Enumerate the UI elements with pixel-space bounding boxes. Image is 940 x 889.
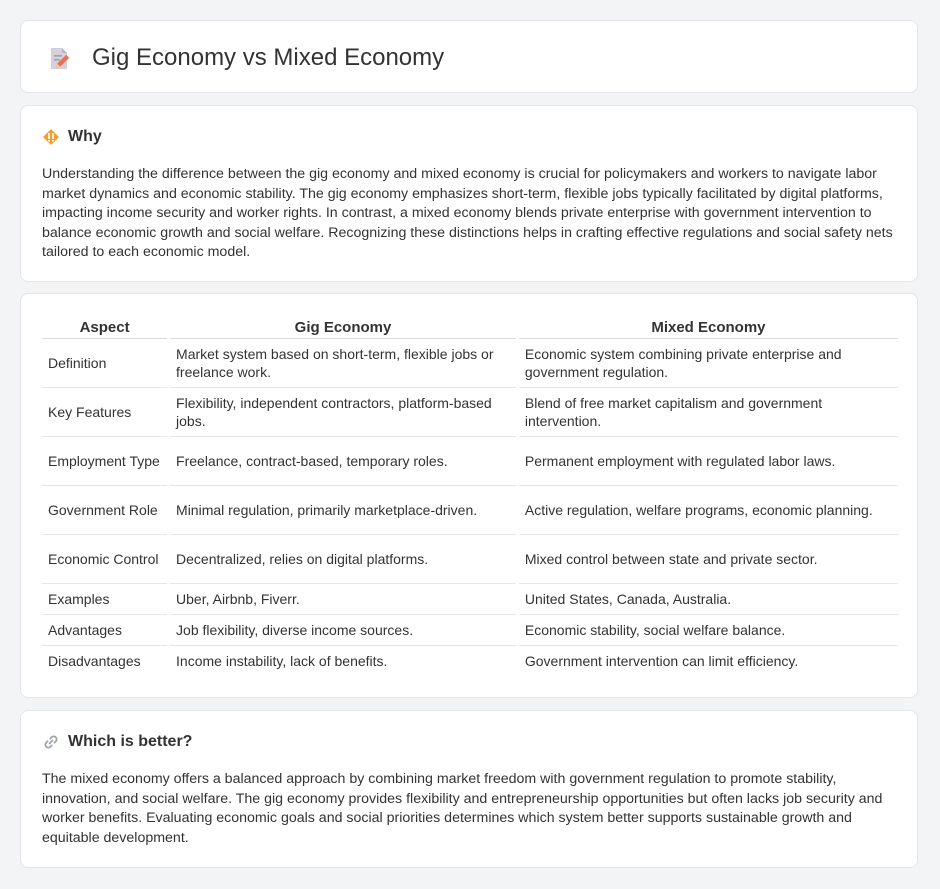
aspect-cell: Key Features [42, 388, 167, 437]
aspect-cell: Definition [42, 339, 167, 388]
why-heading [42, 128, 102, 146]
better-text: The mixed economy offers a balanced approach by combining market freedom with government regulation to promote stability, innovation, and social welfare. The gig economy provides flexibility and entrepreneurship opportunities but often lacks job security and worker benefits. Evaluating economic goals and social priorities determines which system better supports sustainable growth and equitable development. [42, 771, 883, 846]
why-text: Understanding the difference between the gig economy and mixed economy is crucial for policymakers and workers to navigate labor market dynamics and economic stability. The gig economy emphasizes short-term, flexible jobs typically facilitated by digital platforms, impacting income security and worker rights. In contrast, a mixed economy blends private enterprise with government intervention to balance economic growth and social welfare. Recognizing these distinctions helps in crafting effective regulations and social safety nets tailored to each economic model. [42, 166, 893, 260]
table-row [42, 339, 898, 388]
mixed-cell: Permanent employment with regulated labor laws. [519, 437, 898, 486]
mixed-cell: Economic system combining private enterprise and government regulation. [519, 339, 898, 388]
mixed-cell: United States, Canada, Australia. [519, 584, 898, 615]
table-row [42, 388, 898, 437]
diamond-warning-icon [42, 128, 60, 146]
header-aspect: Aspect [42, 316, 167, 339]
table-row [42, 646, 898, 677]
table-row [42, 615, 898, 646]
comparison-section [20, 293, 918, 698]
gig-cell: Flexibility, independent contractors, platform-based jobs. [170, 388, 516, 437]
table-row [42, 535, 898, 584]
aspect-cell: Employment Type [42, 437, 167, 486]
header-mixed-economy: Mixed Economy [519, 316, 898, 339]
header-gig-economy: Gig Economy [170, 316, 516, 339]
aspect-cell: Examples [42, 584, 167, 615]
link-icon [42, 733, 60, 751]
gig-cell: Decentralized, relies on digital platforms. [170, 535, 516, 584]
mixed-cell: Economic stability, social welfare balance. [519, 615, 898, 646]
gig-cell: Income instability, lack of benefits. [176, 653, 388, 669]
why-heading-label: Why [68, 128, 102, 145]
better-heading [42, 733, 192, 751]
table-row [42, 437, 898, 486]
aspect-cell: Advantages [42, 615, 167, 646]
which-is-better-section [20, 710, 918, 868]
better-heading-label: Which is better? [68, 733, 193, 750]
gig-cell: Minimal regulation, primarily marketplace-driven. [170, 486, 516, 535]
aspect-cell: Disadvantages [48, 653, 141, 669]
gig-cell: Uber, Airbnb, Fiverr. [170, 584, 516, 615]
table-header-row [42, 316, 898, 339]
gig-cell: Freelance, contract-based, temporary roles. [170, 437, 516, 486]
mixed-cell: Mixed control between state and private sector. [519, 535, 898, 584]
mixed-cell: Active regulation, welfare programs, economic planning. [519, 486, 898, 535]
table-row [42, 584, 898, 615]
gig-cell: Job flexibility, diverse income sources. [170, 615, 516, 646]
document-pencil-icon [48, 47, 70, 71]
why-section [20, 105, 918, 282]
aspect-cell: Government Role [42, 486, 167, 535]
title-card [20, 20, 918, 93]
gig-cell: Market system based on short-term, flexible jobs or freelance work. [170, 339, 516, 388]
aspect-cell: Economic Control [42, 535, 167, 584]
mixed-cell: Blend of free market capitalism and government intervention. [519, 388, 898, 437]
page-title: Gig Economy vs Mixed Economy [92, 44, 445, 71]
table-row [42, 486, 898, 535]
comparison-table [42, 316, 898, 676]
mixed-cell: Government intervention can limit efficiency. [524, 653, 799, 669]
